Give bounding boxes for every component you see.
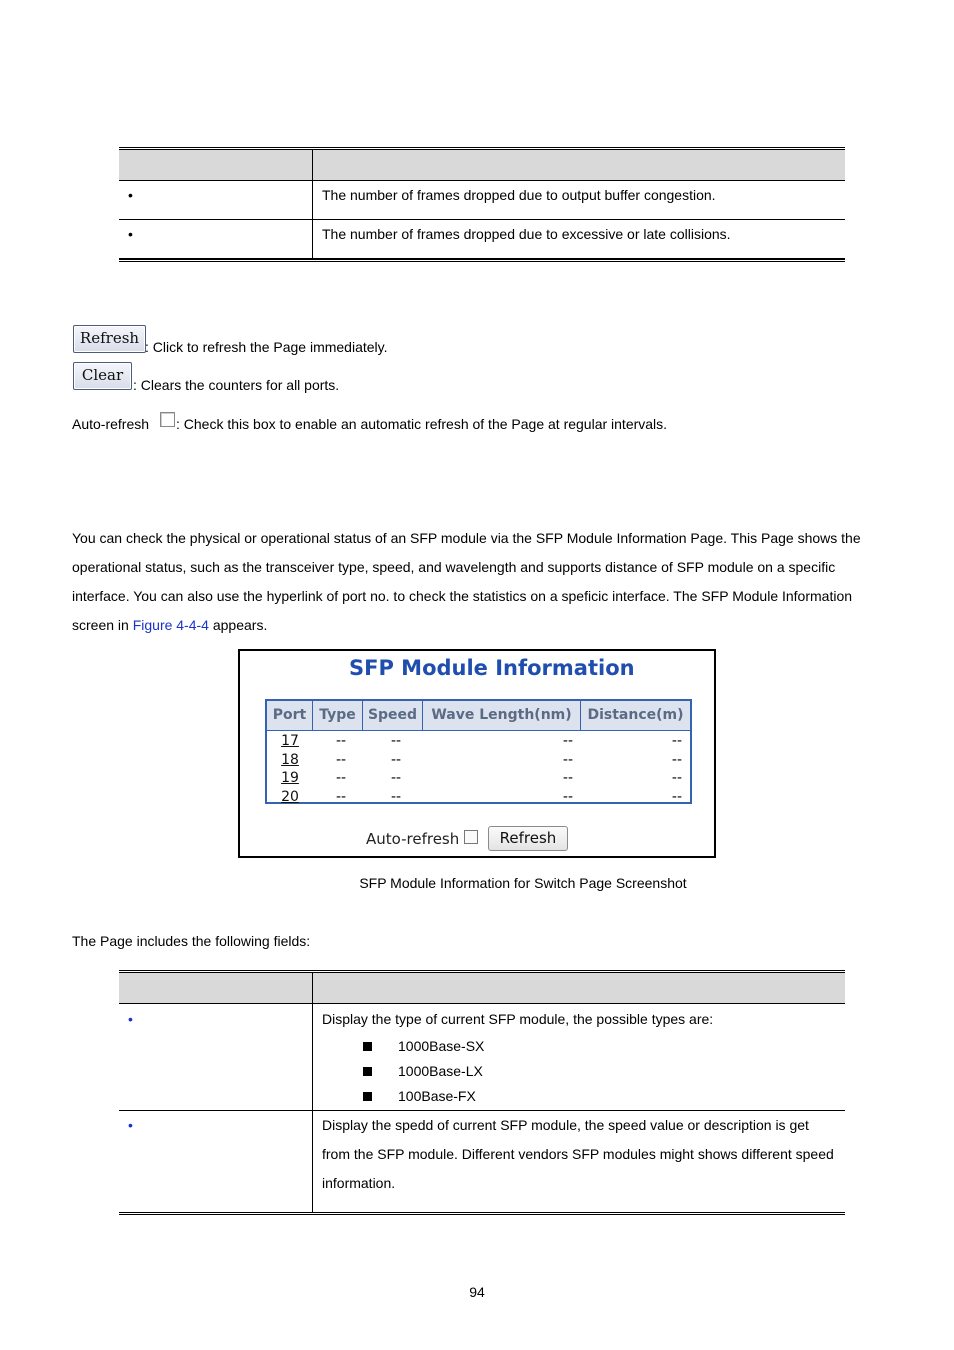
port-link[interactable]: 18: [281, 751, 299, 768]
wave-value: --: [562, 770, 573, 786]
list-item: [322, 1034, 836, 1059]
table-row: [119, 1004, 845, 1111]
wave-value: --: [562, 751, 573, 768]
object-cell: [119, 1004, 313, 1110]
page-number: 94: [469, 1284, 485, 1300]
figure-title: SFP Module Information: [349, 656, 635, 680]
type-description: Display the type of current SFP module, the possible types are:: [322, 1011, 714, 1027]
table-bottom-rule: [119, 259, 845, 262]
type-value: --: [335, 751, 347, 768]
autorefresh-label: Auto-refresh: [72, 416, 150, 432]
col-distance: Distance(m): [587, 707, 684, 723]
speed-value: --: [390, 788, 402, 805]
wave-value: --: [562, 788, 573, 805]
figure-autorefresh-checkbox[interactable]: [464, 830, 478, 844]
header-cell-object: [119, 150, 313, 180]
col-type: Type: [313, 701, 363, 730]
speed-value: --: [390, 733, 402, 749]
intro-text: You can check the physical or operational status of an SFP module via the SFP Module Information Page. This Page shows the operational status, such as the transceiver type, speed, and wavelength and supports distance of SFP module on a specific interface. You can also use the hyperlink of port no. to check the statistics on a speficic interface. The SFP Module Information screen in: [72, 530, 861, 633]
sfp-module-screenshot: [238, 649, 716, 858]
bullet: •: [128, 187, 133, 203]
figure-autorefresh-label: Auto-refresh: [366, 830, 460, 848]
sfp-table: [265, 699, 692, 804]
port-link[interactable]: 17: [281, 733, 299, 749]
type-value: --: [335, 788, 347, 805]
autorefresh-checkbox[interactable]: [160, 412, 175, 427]
figure-caption: SFP Module Information for Switch Page Screenshot: [359, 875, 687, 891]
object-cell: [119, 1111, 313, 1212]
table-row: [267, 751, 690, 770]
object-cell: [119, 220, 313, 258]
distance-value: --: [671, 770, 682, 786]
refresh-description: : Click to refresh the Page immediately.: [145, 339, 388, 355]
sfp-table-header: [267, 701, 690, 731]
distance-value: --: [671, 788, 682, 805]
table-row: [119, 181, 845, 220]
description-cell: Display the spedd of current SFP module, the speed value or description is get from the SFP module. Different vendors SFP modules might shows different speed information.: [322, 1117, 834, 1191]
speed-value: --: [390, 751, 402, 768]
table-row: [267, 732, 690, 751]
speed-value: --: [390, 770, 402, 786]
table-row: [267, 769, 690, 788]
square-bullet-icon: [363, 1042, 372, 1051]
table-row: [119, 1111, 845, 1212]
col-wave-length: Wave Length(nm): [423, 701, 581, 730]
counters-table: [119, 147, 845, 262]
fields-intro: The Page includes the following fields:: [72, 933, 311, 949]
port-link[interactable]: 20: [281, 788, 299, 805]
description-cell: The number of frames dropped due to excessive or late collisions.: [322, 226, 731, 242]
clear-description: : Clears the counters for all ports.: [133, 377, 340, 393]
port-link[interactable]: 19: [281, 770, 299, 786]
table-header: [119, 973, 845, 1004]
list-item: [322, 1059, 836, 1084]
col-port: Port: [267, 701, 313, 730]
list-item-label: 100Base-FX: [398, 1088, 476, 1104]
fields-table: [119, 970, 845, 1215]
figure-link[interactable]: Figure 4-4-4: [132, 617, 209, 633]
clear-button[interactable]: Clear: [73, 362, 132, 390]
distance-value: --: [671, 751, 682, 768]
table-header: [119, 150, 845, 181]
bullet: •: [128, 1011, 133, 1027]
object-cell: [119, 181, 313, 219]
list-item: [322, 1084, 836, 1109]
table-bottom-rule: [119, 1212, 845, 1215]
col-speed: Speed: [363, 701, 423, 730]
table-row: [267, 788, 690, 807]
intro-paragraph: [72, 524, 887, 640]
bullet: •: [128, 226, 133, 242]
description-cell: [313, 1004, 845, 1110]
square-bullet-icon: [363, 1092, 372, 1101]
square-bullet-icon: [363, 1067, 372, 1076]
distance-value: --: [671, 733, 682, 749]
description-cell: The number of frames dropped due to output buffer congestion.: [322, 187, 716, 203]
list-item-label: 1000Base-LX: [398, 1063, 483, 1079]
type-value: --: [335, 770, 347, 786]
type-value: --: [335, 733, 347, 749]
autorefresh-description: : Check this box to enable an automatic refresh of the Page at regular intervals.: [176, 416, 668, 432]
wave-value: --: [562, 733, 573, 749]
bullet: •: [128, 1117, 133, 1133]
figure-refresh-button[interactable]: Refresh: [488, 826, 568, 851]
list-item-label: 1000Base-SX: [398, 1038, 485, 1054]
header-cell-object: [119, 973, 313, 1003]
intro-text-end: appears.: [208, 617, 268, 633]
table-row: [119, 220, 845, 259]
refresh-button[interactable]: Refresh: [73, 325, 146, 353]
